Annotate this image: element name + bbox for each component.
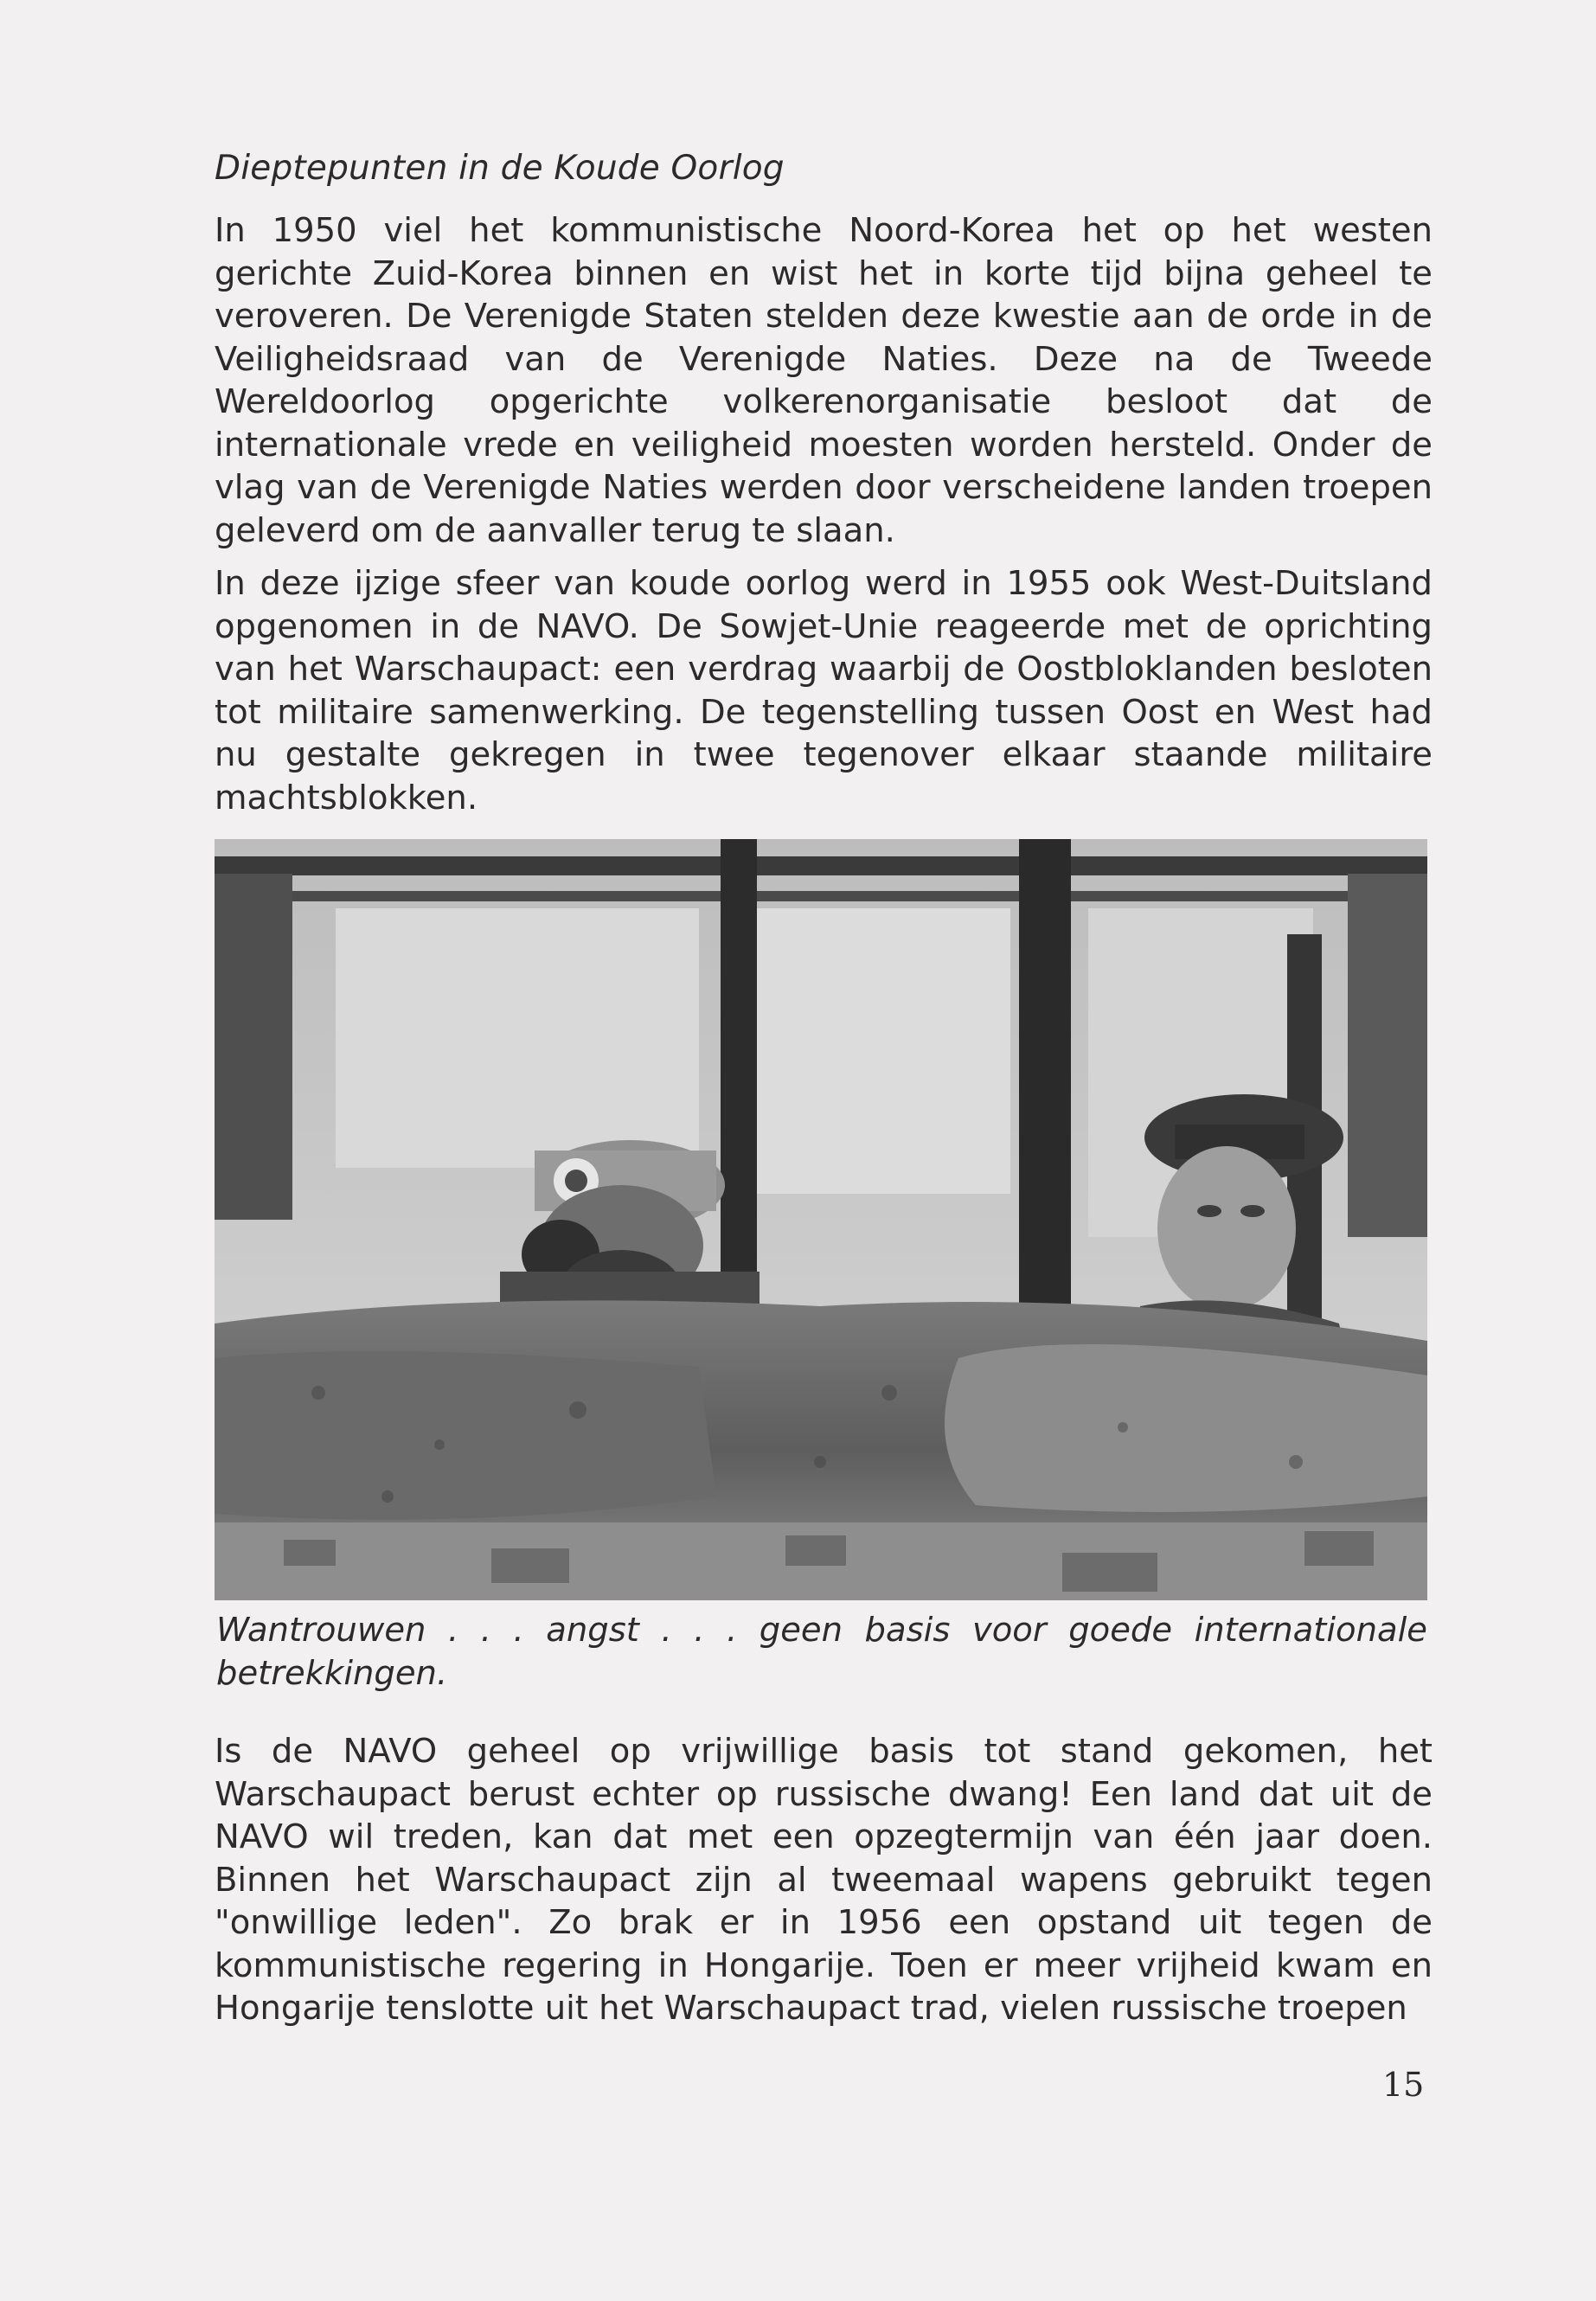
paragraph-text: In deze ijzige sfeer van koude oorlog werd in 1955 ook West-Duitsland opgenomen in de NAVO. De Sowjet-Unie reageerde met de oprichting van het Warschaupact: een verdrag waarbij de Oostbloklanden besloten tot militaire samenwerking. De tegenstelling tussen Oost en West had nu gestalte gekregen in twee tegenover elkaar staande militaire machtsblokken. <box>215 564 1433 817</box>
photo-caption: Wantrouwen . . . angst . . . geen basis voor goede internationale betrekkingen. <box>216 1611 1427 1693</box>
photo-soldiers-at-wall <box>215 839 1427 1600</box>
section-heading: Dieptepunten in de Koude Oorlog <box>215 149 785 188</box>
paragraph-text: Is de NAVO geheel op vrijwillige basis tot stand gekomen, het Warschaupact berust echter op russische dwang! Een land dat uit de NAVO wil treden, kan dat met een opzegtermijn van één jaar doen. Binnen het Warschaupact zijn al tweemaal wapens gebruikt tegen "onwillige leden". Zo brak er in 1956 een opstand uit tegen de kommunistische regering in Hongarije. Toen er meer vrijheid kwam en Hongarije tenslotte uit het Warschaupact trad, vielen russische troepen <box>215 1732 1433 2028</box>
paragraph-nato-vs-pact <box>215 1730 1433 2030</box>
paragraph-korea <box>215 209 1433 552</box>
paragraph-warsaw-pact <box>215 562 1433 819</box>
paragraph-text: In 1950 viel het kommunistische Noord-Korea het op het westen gerichte Zuid-Korea binnen en wist het in korte tijd bijna geheel te veroveren. De Verenigde Staten stelden deze kwestie aan de orde in de Veiligheidsraad van de Verenigde Naties. Deze na de Tweede Wereldoorlog opgerichte volkerenorganisatie besloot dat de internationale vrede en veiligheid moesten worden hersteld. Onder de vlag van de Verenigde Naties werden door verscheidene landen troepen geleverd om de aanvaller terug te slaan. <box>215 211 1433 550</box>
page-number: 15 <box>1382 2066 1425 2104</box>
